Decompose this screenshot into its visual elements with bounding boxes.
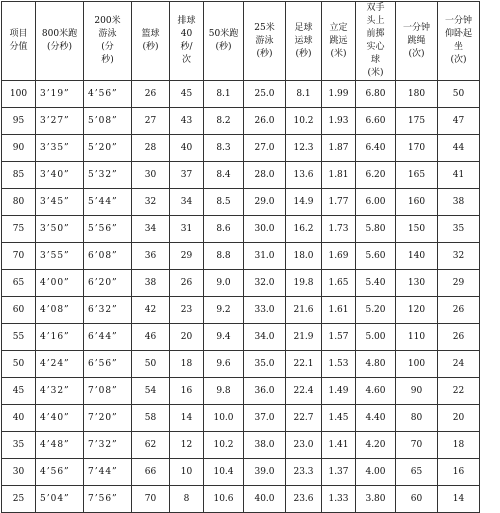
cell-run-800m: 4’16” bbox=[36, 324, 84, 351]
cell-run-800m: 4’32” bbox=[36, 378, 84, 405]
cell-score: 35 bbox=[2, 432, 36, 459]
cell-football-dribble: 23.6 bbox=[286, 486, 322, 513]
table-row bbox=[2, 243, 480, 270]
cell-standing-long-jump: 1.53 bbox=[322, 351, 356, 378]
cell-medicine-ball-throw: 4.60 bbox=[356, 378, 396, 405]
cell-football-dribble: 12.3 bbox=[286, 135, 322, 162]
cell-sit-ups: 26 bbox=[438, 324, 480, 351]
cell-score: 95 bbox=[2, 108, 36, 135]
table-row bbox=[2, 162, 480, 189]
cell-basketball: 62 bbox=[132, 432, 170, 459]
cell-standing-long-jump: 1.99 bbox=[322, 81, 356, 108]
header-run-800m bbox=[36, 2, 84, 81]
cell-score: 75 bbox=[2, 216, 36, 243]
cell-volleyball: 18 bbox=[170, 351, 204, 378]
cell-swim-200m: 7’56” bbox=[84, 486, 132, 513]
table-row bbox=[2, 351, 480, 378]
cell-medicine-ball-throw: 5.00 bbox=[356, 324, 396, 351]
cell-run-50m: 8.2 bbox=[204, 108, 244, 135]
cell-swim-200m: 4’56” bbox=[84, 81, 132, 108]
header-medicine-ball-throw bbox=[356, 2, 396, 81]
table-row bbox=[2, 108, 480, 135]
header-rope-skipping bbox=[396, 2, 438, 81]
cell-volleyball: 43 bbox=[170, 108, 204, 135]
header-text-line: 800米跑 bbox=[41, 29, 78, 39]
cell-medicine-ball-throw: 4.40 bbox=[356, 405, 396, 432]
cell-score: 85 bbox=[2, 162, 36, 189]
cell-medicine-ball-throw: 5.60 bbox=[356, 243, 396, 270]
cell-standing-long-jump: 1.57 bbox=[322, 324, 356, 351]
cell-standing-long-jump: 1.77 bbox=[322, 189, 356, 216]
header-text-line: (次) bbox=[408, 48, 425, 59]
header-text-line: 25米 bbox=[254, 22, 275, 33]
cell-rope-skipping: 65 bbox=[396, 459, 438, 486]
cell-run-800m: 4’48” bbox=[36, 432, 84, 459]
cell-run-800m: 3’27” bbox=[36, 108, 84, 135]
cell-volleyball: 40 bbox=[170, 135, 204, 162]
cell-sit-ups: 47 bbox=[438, 108, 480, 135]
score-table bbox=[1, 1, 480, 513]
cell-rope-skipping: 110 bbox=[396, 324, 438, 351]
cell-basketball: 46 bbox=[132, 324, 170, 351]
cell-score: 30 bbox=[2, 459, 36, 486]
cell-standing-long-jump: 1.61 bbox=[322, 297, 356, 324]
cell-run-800m: 3’35” bbox=[36, 135, 84, 162]
header-text-line: 运球 bbox=[294, 35, 313, 46]
cell-volleyball: 26 bbox=[170, 270, 204, 297]
cell-volleyball: 31 bbox=[170, 216, 204, 243]
cell-run-50m: 8.1 bbox=[204, 81, 244, 108]
cell-rope-skipping: 120 bbox=[396, 297, 438, 324]
cell-volleyball: 23 bbox=[170, 297, 204, 324]
table-row bbox=[2, 135, 480, 162]
cell-swim-25m: 28.0 bbox=[244, 162, 286, 189]
cell-standing-long-jump: 1.73 bbox=[322, 216, 356, 243]
cell-standing-long-jump: 1.87 bbox=[322, 135, 356, 162]
cell-medicine-ball-throw: 3.80 bbox=[356, 486, 396, 513]
header-text-line: 40 bbox=[180, 29, 193, 39]
header-text-line: (分秒) bbox=[46, 42, 73, 52]
cell-swim-25m: 37.0 bbox=[244, 405, 286, 432]
cell-swim-25m: 40.0 bbox=[244, 486, 286, 513]
cell-sit-ups: 44 bbox=[438, 135, 480, 162]
table-row bbox=[2, 297, 480, 324]
cell-volleyball: 34 bbox=[170, 189, 204, 216]
header-text-line: 足球 bbox=[294, 22, 313, 33]
cell-sit-ups: 26 bbox=[438, 297, 480, 324]
cell-swim-200m: 5’08” bbox=[84, 108, 132, 135]
cell-football-dribble: 21.6 bbox=[286, 297, 322, 324]
cell-run-50m: 10.0 bbox=[204, 405, 244, 432]
cell-rope-skipping: 90 bbox=[396, 378, 438, 405]
cell-football-dribble: 23.0 bbox=[286, 432, 322, 459]
cell-football-dribble: 18.0 bbox=[286, 243, 322, 270]
cell-medicine-ball-throw: 5.80 bbox=[356, 216, 396, 243]
cell-volleyball: 14 bbox=[170, 405, 204, 432]
cell-run-50m: 8.6 bbox=[204, 216, 244, 243]
cell-basketball: 32 bbox=[132, 189, 170, 216]
cell-run-50m: 9.8 bbox=[204, 378, 244, 405]
cell-run-50m: 9.6 bbox=[204, 351, 244, 378]
cell-score: 40 bbox=[2, 405, 36, 432]
header-text-line: 秒/ bbox=[180, 42, 193, 52]
header-text-line: 分值 bbox=[9, 42, 28, 52]
cell-rope-skipping: 160 bbox=[396, 189, 438, 216]
header-text-line: 秒) bbox=[101, 55, 114, 65]
cell-basketball: 50 bbox=[132, 351, 170, 378]
cell-score: 50 bbox=[2, 351, 36, 378]
cell-swim-25m: 26.0 bbox=[244, 108, 286, 135]
cell-basketball: 70 bbox=[132, 486, 170, 513]
table-row bbox=[2, 216, 480, 243]
cell-sit-ups: 16 bbox=[438, 459, 480, 486]
cell-sit-ups: 14 bbox=[438, 486, 480, 513]
cell-run-800m: 4’00” bbox=[36, 270, 84, 297]
cell-football-dribble: 10.2 bbox=[286, 108, 322, 135]
cell-run-800m: 4’08” bbox=[36, 297, 84, 324]
header-text-line: 项目 bbox=[9, 29, 28, 39]
cell-swim-200m: 5’32” bbox=[84, 162, 132, 189]
header-basketball bbox=[132, 2, 170, 81]
cell-volleyball: 37 bbox=[170, 162, 204, 189]
cell-swim-25m: 25.0 bbox=[244, 81, 286, 108]
header-text-line: 球 bbox=[370, 55, 380, 65]
cell-standing-long-jump: 1.93 bbox=[322, 108, 356, 135]
cell-rope-skipping: 70 bbox=[396, 432, 438, 459]
cell-sit-ups: 32 bbox=[438, 243, 480, 270]
table-row bbox=[2, 270, 480, 297]
cell-basketball: 26 bbox=[132, 81, 170, 108]
cell-rope-skipping: 165 bbox=[396, 162, 438, 189]
cell-swim-25m: 33.0 bbox=[244, 297, 286, 324]
cell-football-dribble: 16.2 bbox=[286, 216, 322, 243]
cell-basketball: 30 bbox=[132, 162, 170, 189]
cell-rope-skipping: 170 bbox=[396, 135, 438, 162]
header-text-line: 排球 bbox=[177, 16, 196, 26]
table-row bbox=[2, 432, 480, 459]
cell-football-dribble: 22.4 bbox=[286, 378, 322, 405]
cell-volleyball: 45 bbox=[170, 81, 204, 108]
cell-standing-long-jump: 1.37 bbox=[322, 459, 356, 486]
cell-sit-ups: 38 bbox=[438, 189, 480, 216]
cell-standing-long-jump: 1.33 bbox=[322, 486, 356, 513]
cell-basketball: 42 bbox=[132, 297, 170, 324]
cell-volleyball: 8 bbox=[170, 486, 204, 513]
cell-sit-ups: 22 bbox=[438, 378, 480, 405]
header-text-line: (次) bbox=[450, 55, 467, 65]
cell-basketball: 36 bbox=[132, 243, 170, 270]
cell-medicine-ball-throw: 6.40 bbox=[356, 135, 396, 162]
cell-swim-200m: 6’20” bbox=[84, 270, 132, 297]
header-text-line: (米) bbox=[367, 68, 384, 78]
cell-standing-long-jump: 1.45 bbox=[322, 405, 356, 432]
cell-score: 55 bbox=[2, 324, 36, 351]
cell-run-50m: 8.5 bbox=[204, 189, 244, 216]
header-sit-ups bbox=[438, 2, 480, 81]
header-text-line: (秒) bbox=[295, 48, 312, 59]
cell-sit-ups: 18 bbox=[438, 432, 480, 459]
cell-football-dribble: 8.1 bbox=[286, 81, 322, 108]
cell-run-800m: 3’45” bbox=[36, 189, 84, 216]
cell-run-50m: 9.2 bbox=[204, 297, 244, 324]
cell-score: 90 bbox=[2, 135, 36, 162]
header-row bbox=[2, 2, 480, 81]
header-text-line: (米) bbox=[330, 48, 347, 59]
header-standing-long-jump bbox=[322, 2, 356, 81]
cell-volleyball: 16 bbox=[170, 378, 204, 405]
cell-rope-skipping: 130 bbox=[396, 270, 438, 297]
cell-score: 70 bbox=[2, 243, 36, 270]
cell-medicine-ball-throw: 6.00 bbox=[356, 189, 396, 216]
table-row bbox=[2, 405, 480, 432]
header-run-50m bbox=[204, 2, 244, 81]
cell-medicine-ball-throw: 4.00 bbox=[356, 459, 396, 486]
header-text-line: (秒) bbox=[142, 42, 159, 52]
cell-football-dribble: 23.3 bbox=[286, 459, 322, 486]
cell-sit-ups: 41 bbox=[438, 162, 480, 189]
cell-swim-25m: 32.0 bbox=[244, 270, 286, 297]
table-row bbox=[2, 189, 480, 216]
cell-run-50m: 10.4 bbox=[204, 459, 244, 486]
header-football-dribble bbox=[286, 2, 322, 81]
cell-medicine-ball-throw: 6.60 bbox=[356, 108, 396, 135]
cell-sit-ups: 24 bbox=[438, 351, 480, 378]
cell-volleyball: 20 bbox=[170, 324, 204, 351]
cell-run-800m: 4’56” bbox=[36, 459, 84, 486]
cell-sit-ups: 35 bbox=[438, 216, 480, 243]
cell-basketball: 54 bbox=[132, 378, 170, 405]
cell-medicine-ball-throw: 5.40 bbox=[356, 270, 396, 297]
cell-medicine-ball-throw: 6.80 bbox=[356, 81, 396, 108]
cell-swim-25m: 39.0 bbox=[244, 459, 286, 486]
cell-score: 65 bbox=[2, 270, 36, 297]
cell-rope-skipping: 100 bbox=[396, 351, 438, 378]
cell-basketball: 58 bbox=[132, 405, 170, 432]
table-row bbox=[2, 324, 480, 351]
header-swim-200m bbox=[84, 2, 132, 81]
cell-football-dribble: 22.7 bbox=[286, 405, 322, 432]
cell-rope-skipping: 140 bbox=[396, 243, 438, 270]
cell-score: 45 bbox=[2, 378, 36, 405]
cell-football-dribble: 19.8 bbox=[286, 270, 322, 297]
cell-football-dribble: 22.1 bbox=[286, 351, 322, 378]
cell-swim-25m: 38.0 bbox=[244, 432, 286, 459]
header-text-line: 游泳 bbox=[98, 29, 117, 39]
cell-rope-skipping: 175 bbox=[396, 108, 438, 135]
header-text-line: 一分钟 bbox=[402, 22, 430, 33]
cell-score: 60 bbox=[2, 297, 36, 324]
cell-swim-200m: 5’20” bbox=[84, 135, 132, 162]
cell-volleyball: 12 bbox=[170, 432, 204, 459]
cell-swim-25m: 29.0 bbox=[244, 189, 286, 216]
header-text-line: (秒) bbox=[215, 42, 232, 52]
cell-swim-200m: 7’44” bbox=[84, 459, 132, 486]
cell-rope-skipping: 180 bbox=[396, 81, 438, 108]
cell-swim-200m: 6’08” bbox=[84, 243, 132, 270]
header-text-line: 一分钟 bbox=[444, 16, 472, 26]
cell-volleyball: 10 bbox=[170, 459, 204, 486]
cell-standing-long-jump: 1.49 bbox=[322, 378, 356, 405]
cell-swim-25m: 34.0 bbox=[244, 324, 286, 351]
cell-swim-25m: 31.0 bbox=[244, 243, 286, 270]
cell-run-800m: 3’50” bbox=[36, 216, 84, 243]
cell-run-50m: 8.8 bbox=[204, 243, 244, 270]
cell-medicine-ball-throw: 4.80 bbox=[356, 351, 396, 378]
header-text-line: 篮球 bbox=[141, 29, 160, 39]
header-score bbox=[2, 2, 36, 81]
cell-swim-200m: 6’32” bbox=[84, 297, 132, 324]
cell-rope-skipping: 80 bbox=[396, 405, 438, 432]
cell-swim-200m: 7’08” bbox=[84, 378, 132, 405]
header-text-line: 头上 bbox=[366, 16, 385, 26]
header-text-line: 坐 bbox=[453, 42, 463, 52]
cell-score: 80 bbox=[2, 189, 36, 216]
cell-run-800m: 5’04” bbox=[36, 486, 84, 513]
cell-basketball: 38 bbox=[132, 270, 170, 297]
cell-football-dribble: 14.9 bbox=[286, 189, 322, 216]
cell-run-800m: 3’40” bbox=[36, 162, 84, 189]
header-text-line: (分 bbox=[101, 42, 114, 52]
table-row bbox=[2, 459, 480, 486]
cell-standing-long-jump: 1.81 bbox=[322, 162, 356, 189]
cell-swim-200m: 7’20” bbox=[84, 405, 132, 432]
cell-run-800m: 3’55” bbox=[36, 243, 84, 270]
cell-swim-200m: 6’56” bbox=[84, 351, 132, 378]
header-text-line: 前掷 bbox=[366, 29, 385, 39]
header-text-line: 50米跑 bbox=[208, 29, 239, 39]
cell-standing-long-jump: 1.65 bbox=[322, 270, 356, 297]
cell-basketball: 66 bbox=[132, 459, 170, 486]
cell-rope-skipping: 60 bbox=[396, 486, 438, 513]
header-volleyball bbox=[170, 2, 204, 81]
cell-swim-25m: 27.0 bbox=[244, 135, 286, 162]
cell-rope-skipping: 150 bbox=[396, 216, 438, 243]
cell-run-50m: 10.6 bbox=[204, 486, 244, 513]
table-row bbox=[2, 81, 480, 108]
cell-volleyball: 29 bbox=[170, 243, 204, 270]
header-text-line: 次 bbox=[181, 55, 191, 65]
header-text-line: 双手 bbox=[366, 3, 385, 13]
cell-run-800m: 3’19” bbox=[36, 81, 84, 108]
cell-swim-200m: 7’32” bbox=[84, 432, 132, 459]
cell-run-800m: 4’40” bbox=[36, 405, 84, 432]
cell-run-50m: 8.3 bbox=[204, 135, 244, 162]
header-text-line: 跳绳 bbox=[407, 35, 426, 46]
header-text-line: 跳远 bbox=[329, 35, 348, 46]
cell-standing-long-jump: 1.69 bbox=[322, 243, 356, 270]
header-text-line: 游泳 bbox=[255, 35, 274, 46]
cell-run-50m: 9.0 bbox=[204, 270, 244, 297]
table-row bbox=[2, 486, 480, 513]
cell-run-50m: 9.4 bbox=[204, 324, 244, 351]
cell-swim-25m: 30.0 bbox=[244, 216, 286, 243]
table-row bbox=[2, 378, 480, 405]
header-text-line: 立定 bbox=[329, 22, 348, 33]
cell-score: 100 bbox=[2, 81, 36, 108]
cell-swim-25m: 36.0 bbox=[244, 378, 286, 405]
header-text-line: 200米 bbox=[94, 16, 121, 26]
table-body bbox=[2, 81, 480, 513]
cell-swim-200m: 5’44” bbox=[84, 189, 132, 216]
header-text-line: 仰卧起 bbox=[444, 29, 472, 39]
cell-football-dribble: 13.6 bbox=[286, 162, 322, 189]
cell-medicine-ball-throw: 6.20 bbox=[356, 162, 396, 189]
header-text-line: (秒) bbox=[256, 48, 273, 59]
cell-swim-25m: 35.0 bbox=[244, 351, 286, 378]
cell-football-dribble: 21.9 bbox=[286, 324, 322, 351]
header-swim-25m bbox=[244, 2, 286, 81]
header-text-line: 实心 bbox=[366, 42, 385, 52]
cell-standing-long-jump: 1.41 bbox=[322, 432, 356, 459]
cell-sit-ups: 50 bbox=[438, 81, 480, 108]
cell-run-800m: 4’24” bbox=[36, 351, 84, 378]
cell-run-50m: 10.2 bbox=[204, 432, 244, 459]
cell-medicine-ball-throw: 5.20 bbox=[356, 297, 396, 324]
cell-basketball: 28 bbox=[132, 135, 170, 162]
cell-score: 25 bbox=[2, 486, 36, 513]
cell-basketball: 34 bbox=[132, 216, 170, 243]
cell-basketball: 27 bbox=[132, 108, 170, 135]
cell-run-50m: 8.4 bbox=[204, 162, 244, 189]
cell-sit-ups: 29 bbox=[438, 270, 480, 297]
cell-sit-ups: 20 bbox=[438, 405, 480, 432]
cell-medicine-ball-throw: 4.20 bbox=[356, 432, 396, 459]
cell-swim-200m: 6’44” bbox=[84, 324, 132, 351]
cell-swim-200m: 5’56” bbox=[84, 216, 132, 243]
